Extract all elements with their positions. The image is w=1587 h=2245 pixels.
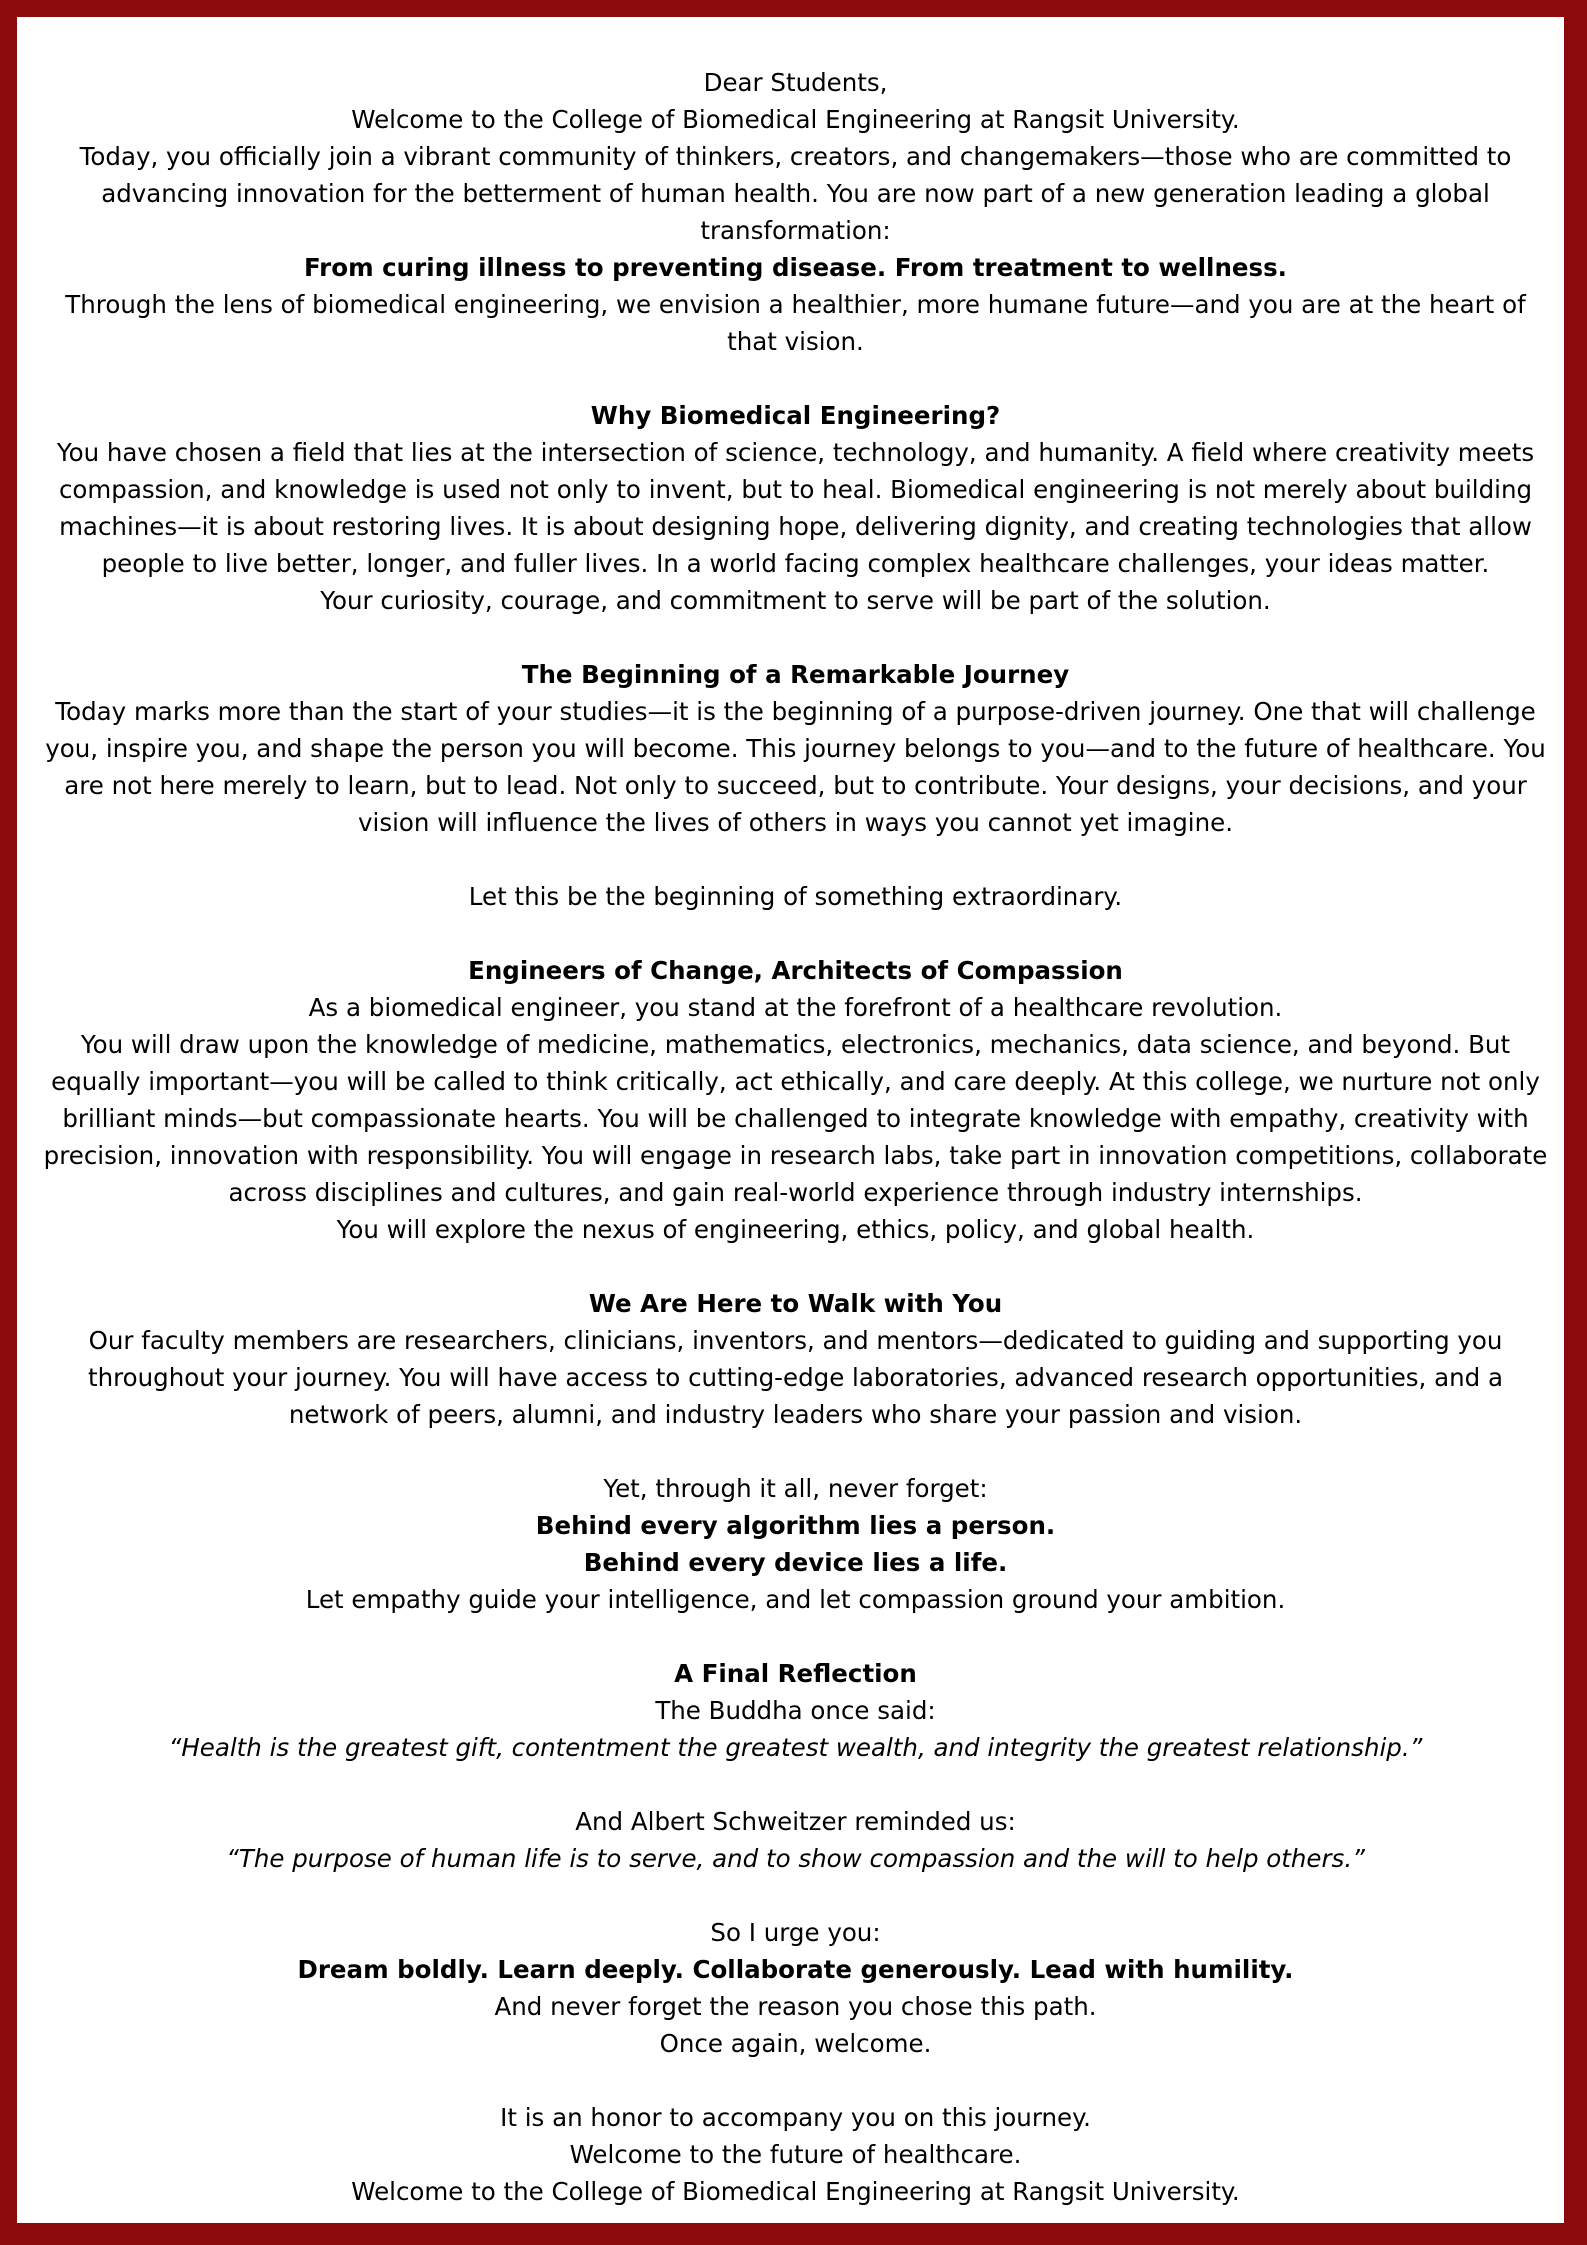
urge-bold-line: Dream boldly. Learn deeply. Collaborate generously. Lead with humility. [297, 1955, 1294, 1984]
spacer [39, 915, 1552, 952]
urge-line: So I urge you: [710, 1918, 881, 1947]
section-body-change: You will draw upon the knowledge of medicine, mathematics, electronics, mechanics, data science, and beyond. But equally important—you will be called to think critically, act ethically, and care deeply. At this college, we nurture not only brilliant minds—but compassionate hearts. You will be challenged to integrate knowledge with empathy, creativity with precision, innovation with responsibility. You will engage in research labs, take part in innovation competitions, collaborate across disciplines and cultures, and gain real-world experience through industry internships. [43, 1030, 1548, 1207]
section-heading-reflection: A Final Reflection [674, 1659, 917, 1688]
future-line: Welcome to the future of healthcare. [569, 2140, 1022, 2169]
section-closing-walk: Let empathy guide your intelligence, and let compassion ground your ambition. [305, 1585, 1286, 1614]
section-body-journey: Today marks more than the start of your studies—it is the beginning of a purpose-driven journey. One that will challenge you, inspire you, and shape the person you will become. This journey belongs to you—and to the future of healthcare. You are not here merely to learn, but to lead. Not only to succeed, but to contribute. Your designs, your decisions, and your vision will influence the lives of others in ways you cannot yet imagine. [45, 697, 1546, 837]
spacer [39, 1618, 1552, 1655]
reminder-line: Yet, through it all, never forget: [603, 1474, 988, 1503]
buddha-intro: The Buddha once said: [655, 1696, 936, 1725]
section-body-why: You have chosen a field that lies at the intersection of science, technology, and humanity. A field where creativity meets compassion, and knowledge is used not only to invent, but to heal. Biomedical engineering is not merely about building machines—it is about restoring lives. It is about designing hope, delivering dignity, and creating technologies that allow people to live better, longer, and fuller lives. In a world facing complex healthcare challenges, your ideas matter. [56, 438, 1535, 578]
intro-paragraph: Today, you officially join a vibrant community of thinkers, creators, and changemakers—those who are committed to advancing innovation for the betterment of human health. You are now part of a new generation leading a global transformation: [79, 142, 1512, 245]
spacer [39, 1433, 1552, 1470]
welcome-again-line: Once again, welcome. [659, 2029, 932, 2058]
welcome-line: Welcome to the College of Biomedical Engineering at Rangsit University. [351, 105, 1240, 134]
section-heading-journey: The Beginning of a Remarkable Journey [521, 660, 1070, 689]
final-welcome-line: Welcome to the College of Biomedical Engineering at Rangsit University. [351, 2177, 1240, 2206]
section-body-walk: Our faculty members are researchers, clinicians, inventors, and mentors—dedicated to guiding and supporting you throughout your journey. You will have access to cutting-edge laboratories, advanced research opportunities, and a network of peers, alumni, and industry leaders who share your passion and vision. [87, 1326, 1504, 1429]
spacer [39, 360, 1552, 397]
spacer [39, 1248, 1552, 1285]
honor-line: It is an honor to accompany you on this journey. [500, 2103, 1091, 2132]
greeting: Dear Students, [703, 68, 888, 97]
section-heading-why: Why Biomedical Engineering? [590, 401, 1001, 430]
section-closing-why: Your curiosity, courage, and commitment to serve will be part of the solution. [320, 586, 1271, 615]
schweitzer-quote: “The purpose of human life is to serve, and to show compassion and the will to help others.” [226, 1844, 1365, 1873]
intro-bold-line: From curing illness to preventing disease. From treatment to wellness. [304, 253, 1287, 282]
section-heading-change: Engineers of Change, Architects of Compassion [468, 956, 1123, 985]
spacer [39, 619, 1552, 656]
letter-page [17, 17, 1564, 2223]
bold-line-algorithm: Behind every algorithm lies a person. [535, 1511, 1056, 1540]
section-lead-change: As a biomedical engineer, you stand at the forefront of a healthcare revolution. [308, 993, 1283, 1022]
intro-closing: Through the lens of biomedical engineering, we envision a healthier, more humane future—and you are at the heart of that vision. [65, 290, 1526, 356]
bold-line-device: Behind every device lies a life. [583, 1548, 1008, 1577]
never-forget-line: And never forget the reason you chose this path. [494, 1992, 1097, 2021]
section-heading-walk: We Are Here to Walk with You [588, 1289, 1003, 1318]
spacer [39, 1877, 1552, 1914]
section-closing-journey: Let this be the beginning of something extraordinary. [468, 882, 1123, 911]
spacer [39, 1766, 1552, 1803]
welcome-letter [39, 64, 1552, 2210]
section-closing-change: You will explore the nexus of engineering, ethics, policy, and global health. [336, 1215, 1255, 1244]
buddha-quote: “Health is the greatest gift, contentment the greatest wealth, and integrity the greatest relationship.” [168, 1733, 1423, 1762]
schweitzer-intro: And Albert Schweitzer reminded us: [575, 1807, 1016, 1836]
spacer [39, 2062, 1552, 2099]
spacer [39, 841, 1552, 878]
